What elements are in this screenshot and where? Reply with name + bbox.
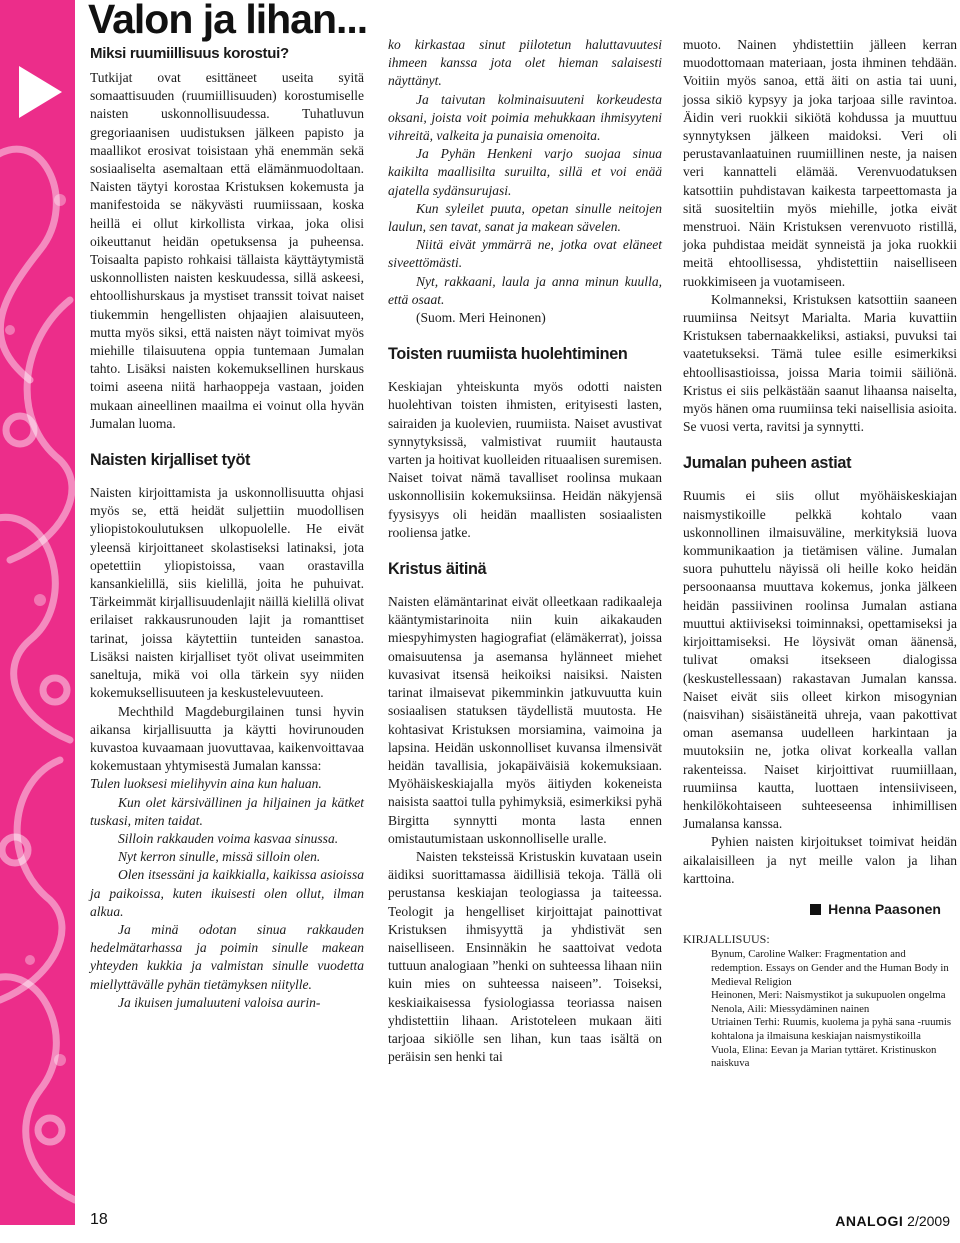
column-1 — [90, 44, 364, 1012]
paragraph: Naisten kirjoittamista ja uskonnollisuutta ohjasi myös se, että heidät suljettiin muodollisen yliopistokoulutuksen ulkopuolelle. He eivät yleensä kirjoittaneet skolastiseksi latinaksi, jota opetettiin yliopistoissa, vaan orastavilla kansankielillä, siis kielillä, joita he puhuivat. Tärkeimmät kirjallisuudenlajit näillä kielillä olivat erilaiset rakkausrunouden lajit ja romanttiset tarinat, joissa käytettiin tunteiden sanastoa. Lisäksi naisten kirjalliset työt olivat useimmiten saneltuja, mikä voi olla tärkein syy niiden kokemuksellisuuteen ja keskustelevuuteen. — [90, 485, 364, 701]
play-triangle-icon — [19, 66, 62, 118]
poem-line: Nyt kerron sinulle, missä silloin olen. — [118, 849, 321, 865]
article-title: Valon ja lihan... — [88, 0, 368, 42]
reference-item: Nenola, Aili: Miessydäminen nainen — [711, 1002, 870, 1015]
poem-line: Ja Pyhän Henkeni varjo suojaa sinua kaikilta maallisilta suruilta, sillä et voi enää ajatella sydänsurujasi. — [388, 146, 662, 198]
page-number: 18 — [90, 1211, 108, 1228]
author-signature — [683, 900, 957, 918]
column-3 — [683, 36, 957, 1071]
reference-item: Utriainen Terhi: Ruumis, kuolema ja pyhä sana -ruumis kohtalona ja ilmaisuna keskiajan naismystikoilla — [711, 1016, 952, 1042]
references-list — [683, 948, 957, 1070]
poem-line: ko kirkastaa sinut piilotetun haluttavuutesi ihmeen kanssa jota olet hieman salaisesti näyttänyt. — [388, 37, 662, 89]
paragraph: Naisten teksteissä Kristuskin kuvataan usein äidiksi suorittamassa äidillisiä tekoja. Tällä oli perustansa keskiajan teologiassa ja taiteessa. Teologit ja hengelliset kirjoittajat painottivat Kristuksen ihmisyyttä ja yhdistivät sen naiselliseen. Ensinnäkin he saattoivat vedota tuttuun analogiaan ”henki on suhteessa lihaan niin kuin mies on suhteessa naiseen”. Toiseksi, keskiaikaisessa fysiologiassa teoriassa naisen yhdistettiin lihaan. Aristoteleen mukaan äiti tarjoaa sikiölle sen lihan, kun taas isältä on peräisin sen henki tai — [388, 848, 662, 1065]
decorative-sidebar — [0, 0, 75, 1225]
issue-number: 2/2009 — [907, 1213, 950, 1229]
section-heading: Toisten ruumiista huolehtiminen — [388, 345, 628, 364]
section-heading: Kristus äitinä — [388, 560, 487, 579]
magazine-footer — [835, 1213, 950, 1229]
column-2 — [388, 36, 662, 1066]
section-heading: Naisten kirjalliset työt — [90, 451, 251, 470]
poem-line: Ja minä odotan sinua rakkauden hedelmätarhassa ja poimin sinulle makean yhteyden kukkia ja valmistan sinulle vuodetta miellyttävälle pyhän tietämyksen niitylle. — [90, 921, 364, 992]
reference-item: Heinonen, Meri: Naismystikot ja sukupuolen ongelma — [711, 989, 946, 1002]
magazine-name: ANALOGI — [835, 1213, 904, 1229]
poem-line: Tulen luoksesi mielihyvin aina kun haluan. — [90, 776, 322, 792]
reference-item: Vuola, Elina: Eevan ja Marian tyttäret. Kristinuskon naiskuva — [711, 1043, 937, 1070]
paragraph: Kolmanneksi, Kristuksen katsottiin saaneen ruumiinsa Neitsyt Marialta. Maria kuvattiin Kristuksen tabernaakkeliksi, astiaksi, puvuksi tai vaatetukseksi. Tämä tulee esille esimerkiksi ehtoollisastioissa, joissa Maria toimii säiliönä. Kristus ei siis pelkästään saanut lihaansa naiselta, myös hänen oma ruumiinsa teki naisellisia asioita. Se vuosi verta, ravitsi ja synnytti. — [683, 291, 957, 435]
poem-line: Kun olet kärsivällinen ja hiljainen ja kätket tuskasi, miten taidat. — [90, 794, 364, 828]
square-bullet-icon — [810, 904, 821, 915]
references-heading: KIRJALLISUUS: — [683, 932, 770, 947]
section-heading: Miksi ruumiillisuus korostui? — [90, 45, 289, 62]
reference-item: Bynum, Caroline Walker: Fragmentation and redemption. Essays on Gender and the Human Body in Medieval Religion — [711, 948, 949, 988]
author-name: Henna Paasonen — [828, 900, 941, 917]
poem-line: Niitä eivät ymmärrä ne, jotka ovat eläneet siveettömästi. — [388, 237, 662, 271]
paragraph: Ruumis ei siis ollut myöhäiskeskiajan naismystikoille pelkkä kohtalo vaan uskonnollinen ilmaisuväline, merkityksiä luova kommunikaation ja tietämisen väline. Jumalan suora puhuttelu näyissä oli heille koko heidän persoonaansa muuttava kokemus, jonka jälkeen heidän passiivinen roolinsa Jumalan astiana muuttui aktiiviseksi toiminnaksi, opettamiseksi ja kirjoittamiseksi. He löysivät oman äänensä, tulivat omaksi itsekseen dialogissa (keskustellessaan) rakastavan Jumalan kanssa. Naiset eivät siis olleet kirkon misogynian (naisvihan) sisäistäneitä uhreja, vaan pakottivat oman asemansa uudelleen harkintaan ja muutoksiin ne, jotka olivat korkealla vallan rakenteissa. Naiset kirjoittivat ruumiillaan, ruumiinsa kautta, luottaen intensiiviseen, henkilökohtaiseen suhteeseensa inhimillisen Jumalansa kanssa. — [683, 488, 957, 832]
paragraph: Mechthild Magdeburgilainen tunsi hyvin aikansa kirjallisuutta ja käytti hovirunouden kuvastoa kuvaamaan juovuttavaa, kaikenvoittavaa kokemustaan yhtymisestä Jumalan kanssa: — [90, 703, 364, 774]
paragraph: Pyhien naisten kirjoitukset toimivat heidän aikalaisilleen ja nyt meille valon ja lihan karttoina. — [683, 834, 957, 886]
section-heading: Jumalan puheen astiat — [683, 454, 852, 473]
poem-line: Silloin rakkauden voima kasvaa sinussa. — [118, 830, 339, 846]
poem-line: Kun syleilet puuta, opetan sinulle neitojen laulun, sen tavat, sanat ja makean sävelen. — [388, 200, 662, 235]
poem-line: Ja taivutan kolminaisuuteni korkeudesta oksani, joista voit poimia mehukkaan ihmisyyteni vihreitä, valkeita ja punaisia omenoita. — [388, 91, 662, 144]
floral-pattern-graphic — [0, 0, 75, 1225]
poem-source: (Suom. Meri Heinonen) — [416, 310, 546, 326]
paragraph: Tutkijat ovat esittäneet useita syitä somaattisuuden (ruumiillisuuden) korostumiselle naisten uskonnollisuudessa. Tuhatluvun gregoriaanisen uudistuksen jälkeen papisto ja maallikot erosivat toisistaan yhä enemmän sekä sosiaaliselta asemaltaan että elämänmuodoltaan. Naisten täytyi korostaa Kristuksen kokemusta ja manifestoida se näkyvästi ruumiissaan, koska heillä ei ollut kirkollista virkaa, joka olisi oikeuttanut heidän opetuksensa ja puheensa. Toisaalta papisto rohkaisi tällaista käyttäytymistä uskonnollisten naisten keskuudessa, sillä askeesi, ehtoollishurskaus ja mystiset transsit toivat naiset tiukemmin hengellisten ohjaajien alaisuuteen, mutta myös siksi, että naisten näyt toimivat myös miehille tilaisuutena oppia tuntemaan Jumalan tahto. Lisäksi naisten kokemuksellinen hurskaus toimi aseena niitä harhaoppeja vastaan, joiden mukaan aineellinen maailma ei voinut olla hyvän Jumalan luoma. — [90, 70, 364, 431]
poem-line: Ja ikuisen jumaluuteni valoisa aurin- — [118, 994, 321, 1010]
poem-line: Olen itsessäni ja kaikkialla, kaikissa asioissa ja paikoissa, kuten ikuisesti olen ollut, ilman alkua. — [90, 867, 364, 919]
paragraph: muoto. Nainen yhdistettiin jälleen kerran muodottomaan materiaan, josta ihminen tehdään. Voitiin myös sanoa, että äiti on astia tai uuni, jossa sikiö kypsyy ja joka tarjoaa sille ravintoa. Äidin veri ruokkii sikiötä kohdussa ja muuttuu synnytyksen jälkeen maidoksi. Veri oli perustavanlaatuinen ruumiillinen neste, ja naisen veri kannatteli elämää. Verenvuodatuksen katsottiin puhdistavan kaikesta tarpeettomasta ja sitä suositeltiin myös miehille, jotka eivät menstruoi. Näin Kristuksen verenvuoto ristillä, joka puhdistaa meidät synneistä ja joka ruokkii meitä ehtoollisessa, yhdistettiin naiselliseen ruokkimiseen ja vuotamiseen. — [683, 37, 957, 289]
paragraph: Keskiajan yhteiskunta myös odotti naisten huolehtivan toisten ihmisten, erityisesti lasten, sairaiden ja kuolevien, ruumiista. Naiset avustivat synnytyksissä, valmistivat ruumiit hautausta varten ja hoitivat kuolleiden rituaalisen suremisen. Naiset toivat nämä tavalliset roolinsa mukaan uskonnollisiin kokemuksiinsa. Heidän näkyjensä fyysisyys oli heidän maallisten sosiaalisten rooliensa jatke. — [388, 379, 662, 540]
poem-line: Nyt, rakkaani, laula ja anna minun kuulla, että osaat. — [388, 273, 662, 307]
paragraph: Naisten elämäntarinat eivät olleetkaan radikaaleja kääntymistarinoita niin kuin aikakauden miespyhimysten hagiografiat (elämäkerrat), joissa omaisuutensa ja asemansa hylänneet miehet kuvasivat itsensä heikoiksi naisiksi. Naisten tarinat ilmaisevat pikemminkin jatkuvuutta kuin sosiaalisen statuksen täydellistä muutosta. He kohtasivat Kristuksen morsiamina, vaimoina ja lapsina. Heidän uskonnolliset kuvansa ilmensivät heidän tavallisia, jokapäiväisiä kokemuksiaan. Myöhäiskeskiajalla myös äitiyden kokeneista naisista saattoi tulla pyhimyksiä, esimerkiksi pyhä Birgitta synnytti monta lasta ennen omistautumistaan uskonnolliselle uralle. — [388, 594, 662, 846]
